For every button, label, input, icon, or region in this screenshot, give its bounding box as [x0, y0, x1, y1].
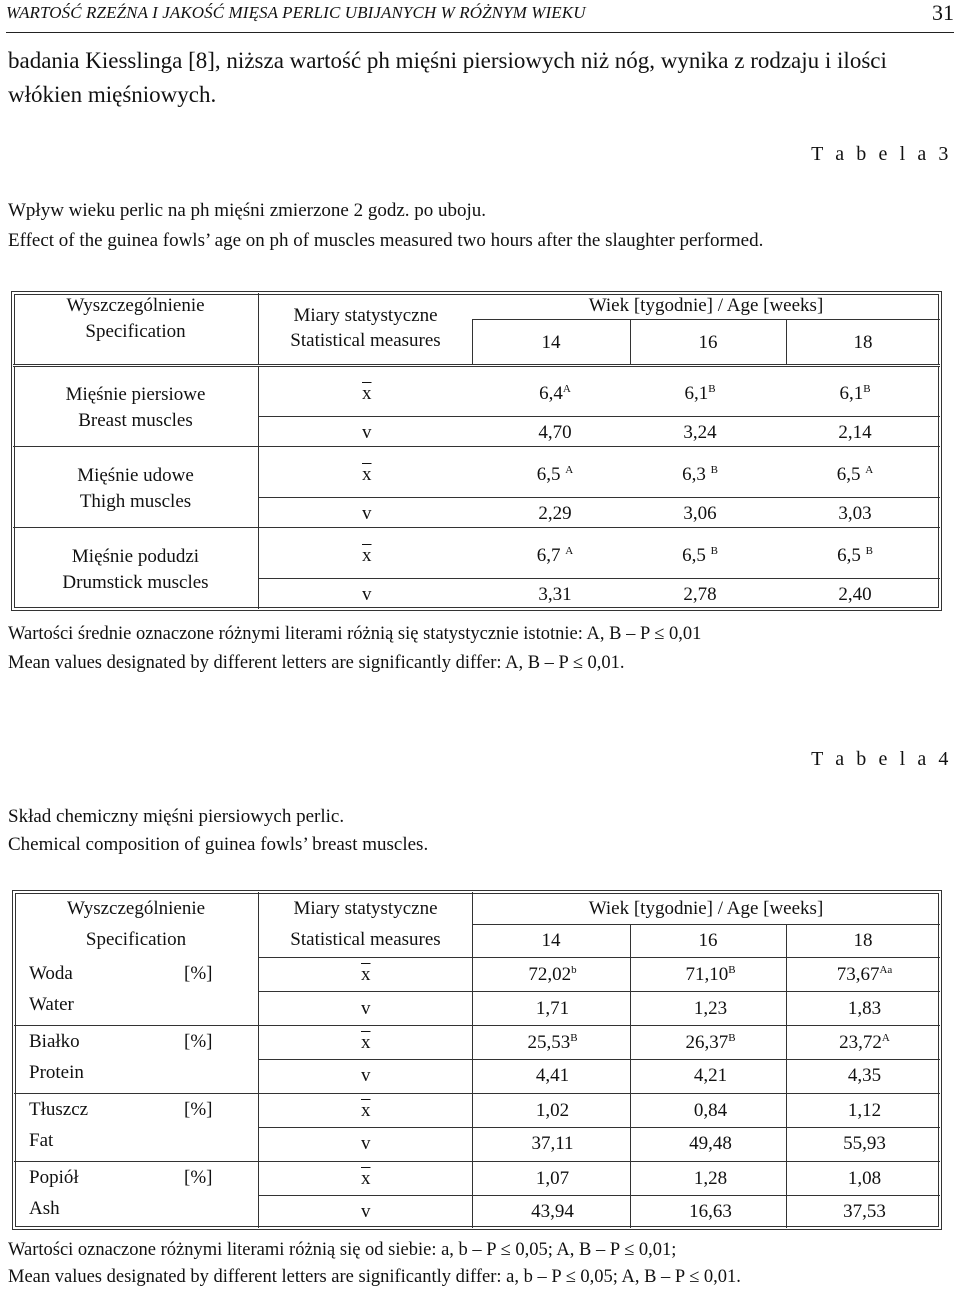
table4-value-cell — [658, 1166, 763, 1192]
cell-value: 16,63 — [689, 1201, 732, 1222]
cell-value: 23,72 — [839, 1032, 882, 1053]
cell-value: 72,02 — [528, 964, 572, 985]
table4-age-18: 18 — [853, 930, 873, 951]
table4-measure-symbol: v — [361, 1065, 371, 1086]
table4-caption-pl: Skład chemiczny mięśni piersiowych perlic. — [8, 806, 345, 827]
table3-row-divider — [259, 578, 940, 579]
table4-value-cell — [812, 1166, 917, 1192]
cell-value: 26,37 — [685, 1032, 729, 1053]
table4-component-name-pl: Popiół — [29, 1167, 79, 1188]
table3-value-cell — [515, 381, 595, 407]
table4-value-cell — [500, 996, 605, 1022]
table3-row-divider — [259, 416, 940, 417]
table3-row-divider — [13, 446, 940, 447]
table4-value-cell — [500, 1063, 605, 1089]
table3-value-cell — [660, 543, 740, 569]
table4-value-cell — [812, 1098, 917, 1124]
table4-col-divider — [786, 925, 787, 1228]
table4-component-name-en: Ash — [29, 1198, 60, 1219]
table3-head-spec-en: Specification — [85, 321, 186, 342]
table3-label: T a b e l a 3 — [811, 143, 952, 165]
table4-value-cell — [812, 1131, 917, 1157]
table4-value-cell — [812, 996, 917, 1022]
running-header — [6, 0, 954, 33]
table4-value-cell — [658, 1199, 763, 1225]
page-number: 31 — [932, 0, 954, 25]
table3-group-name-pl: Mięśnie udowe — [77, 465, 194, 486]
cell-value: 2,78 — [683, 584, 717, 605]
significance-letter: B — [710, 545, 718, 557]
cell-value: 1,12 — [847, 1100, 882, 1121]
table4-component-unit: [%] — [184, 1167, 213, 1188]
table3-age-14: 14 — [541, 332, 561, 353]
table3-value-cell — [660, 462, 740, 488]
table3-value-cell — [515, 582, 595, 608]
table4-measure-symbol: v — [361, 1201, 371, 1222]
table4-component-name-pl: Woda — [29, 963, 73, 984]
significance-letter: A — [881, 1032, 890, 1044]
cell-value: 43,94 — [531, 1201, 574, 1222]
table4-value-cell — [658, 962, 763, 988]
table3-value-cell — [815, 501, 895, 527]
table3-note-pl: Wartości średnie oznaczone różnymi literami różnią się statystycznie istotnie: A, B – P ≤ 0,01 — [8, 624, 702, 644]
cell-value: 6,7 — [536, 545, 566, 566]
table4-value-cell — [812, 1030, 917, 1056]
intro-paragraph: badania Kiesslinga [8], niższa wartość ph mięśni piersiowych niż nóg, wynika z rodzaju i ilości włókien mięśniowych. — [8, 48, 887, 107]
significance-letter: B — [710, 464, 718, 476]
table4-value-cell — [658, 1030, 763, 1056]
cell-value: 55,93 — [843, 1133, 886, 1154]
table4-value-cell — [658, 1098, 763, 1124]
table4-measure-symbol: $\overline{x}$ — [361, 1032, 371, 1053]
table4-component-name-en: Protein — [29, 1062, 84, 1083]
table4-component-name-en: Water — [29, 994, 74, 1015]
table4-component-name-pl: Białko — [29, 1031, 80, 1052]
table4-value-cell — [658, 1063, 763, 1089]
cell-value: 3,24 — [683, 422, 717, 443]
table4-age-14: 14 — [541, 930, 561, 951]
table4-component-name-en: Fat — [29, 1130, 54, 1151]
cell-value: 6,1 — [839, 383, 864, 404]
table4-head-measures-en: Statistical measures — [290, 929, 441, 950]
table4-value-cell — [812, 1063, 917, 1089]
cell-value: 1,28 — [693, 1168, 728, 1189]
cell-value: 4,41 — [535, 1065, 570, 1086]
table3-value-cell — [660, 582, 740, 608]
table4-component-unit: [%] — [184, 963, 213, 984]
table3-measure-symbol: v — [362, 422, 372, 443]
significance-letter: B — [728, 1032, 736, 1044]
table3-value-cell — [660, 501, 740, 527]
table4-row-divider — [472, 924, 940, 925]
significance-letter: B — [863, 383, 871, 395]
table3-head-age: Wiek [tygodnie] / Age [weeks] — [588, 295, 824, 316]
table4-value-cell — [500, 1199, 605, 1225]
table3-header-divider — [13, 364, 940, 367]
table4-value-cell — [658, 996, 763, 1022]
cell-value: 1,23 — [693, 998, 728, 1019]
table3-value-cell — [815, 381, 895, 407]
table3-head-spec-pl: Wyszczególnienie — [66, 295, 205, 316]
table3-age-16: 16 — [698, 332, 718, 353]
cell-value: 1,08 — [847, 1168, 882, 1189]
table3-value-cell — [515, 501, 595, 527]
table4-col-divider — [630, 925, 631, 1228]
table4-value-cell — [500, 1030, 605, 1056]
cell-value: 6,1 — [684, 383, 709, 404]
cell-value: 3,31 — [538, 584, 572, 605]
table4-value-cell — [500, 1166, 605, 1192]
table3-measure-symbol: v — [362, 503, 372, 524]
table4-measure-symbol: $\overline{x}$ — [361, 964, 371, 985]
table3-age-18: 18 — [853, 332, 873, 353]
table4-head-spec-en: Specification — [85, 929, 187, 950]
cell-value: 2,40 — [838, 584, 872, 605]
table3-value-cell — [660, 420, 740, 446]
cell-value: 73,67 — [836, 964, 880, 985]
significance-letter: A — [565, 464, 574, 476]
table3-group-name-pl: Mięśnie piersiowe — [65, 384, 206, 405]
significance-letter: B — [865, 545, 873, 557]
significance-letter: A — [565, 545, 574, 557]
table3-head-measures-en: Statistical measures — [290, 330, 441, 351]
table4-value-cell — [658, 1131, 763, 1157]
table4-row-divider — [14, 1161, 940, 1162]
cell-value: 1,02 — [535, 1100, 570, 1121]
table4-row-divider — [259, 991, 940, 992]
table4-age-16: 16 — [698, 930, 718, 951]
cell-value: 1,07 — [535, 1168, 570, 1189]
table3-value-cell — [815, 543, 895, 569]
cell-value: 4,21 — [693, 1065, 728, 1086]
table4-head-spec-pl: Wyszczególnienie — [66, 898, 206, 919]
cell-value: 3,03 — [838, 503, 872, 524]
cell-value: 6,5 — [837, 545, 866, 566]
cell-value: 37,53 — [843, 1201, 886, 1222]
table4-measure-symbol: v — [361, 998, 371, 1019]
significance-letter: Aa — [879, 964, 893, 976]
table4-measure-symbol: $\overline{x}$ — [361, 1100, 371, 1121]
table3-value-cell — [815, 582, 895, 608]
table3-measure-symbol: $\overline{x}$ — [362, 545, 372, 566]
table3-group-name-pl: Mięśnie podudzi — [71, 546, 200, 567]
table4-note-pl: Wartości oznaczone różnymi literami różnią się od siebie: a, b – P ≤ 0,05; A, B – P ≤ 0,01; — [8, 1240, 677, 1260]
cell-value: 6,5 — [536, 464, 566, 485]
table4-component-unit: [%] — [184, 1031, 213, 1052]
significance-letter: B — [728, 964, 736, 976]
cell-value: 6,3 — [682, 464, 711, 485]
cell-value: 4,35 — [847, 1065, 882, 1086]
cell-value: 3,06 — [683, 503, 717, 524]
table4-row-divider — [259, 1195, 940, 1196]
table3-row-divider — [259, 497, 940, 498]
significance-letter: B — [570, 1032, 578, 1044]
table3-value-cell — [515, 462, 595, 488]
table3-measure-symbol: $\overline{x}$ — [362, 383, 372, 404]
table4-value-cell — [812, 1199, 917, 1225]
significance-letter: B — [708, 383, 716, 395]
table4-note-en: Mean values designated by different letters are significantly differ: a, b – P ≤ 0,05; A, B – P ≤ 0,01. — [8, 1267, 741, 1287]
table4-value-cell — [500, 962, 605, 988]
table3-caption-en: Effect of the guinea fowls’ age on ph of muscles measured two hours after the slaughter performed. — [8, 230, 764, 251]
table3-value-cell — [515, 420, 595, 446]
cell-value: 1,83 — [847, 998, 882, 1019]
table3-caption-pl: Wpływ wieku perlic na ph mięśni zmierzone 2 godz. po uboju. — [8, 200, 487, 221]
table3-note-en: Mean values designated by different letters are significantly differ: A, B – P ≤ 0,01. — [8, 653, 625, 673]
cell-value: 37,11 — [531, 1133, 574, 1154]
table4-component-name-pl: Tłuszcz — [29, 1099, 89, 1120]
significance-letter: b — [571, 964, 577, 976]
significance-letter: A — [562, 383, 571, 395]
cell-value: 49,48 — [689, 1133, 732, 1154]
table4-measure-symbol: $\overline{x}$ — [361, 1168, 371, 1189]
table3-measure-symbol: v — [362, 584, 372, 605]
table4-value-cell — [812, 962, 917, 988]
running-title: WARTOŚĆ RZEŹNA I JAKOŚĆ MIĘSA PERLIC UBIJANYCH W RÓŻNYM WIEKU — [6, 3, 586, 22]
table4-measure-symbol: v — [361, 1133, 371, 1154]
cell-value: 25,53 — [527, 1032, 571, 1053]
cell-value: 2,29 — [538, 503, 572, 524]
cell-value: 1,71 — [535, 998, 570, 1019]
table4-head-measures-pl: Miary statystyczne — [293, 898, 438, 919]
table3-group-name-en: Drumstick muscles — [62, 572, 209, 593]
table4-component-unit: [%] — [184, 1099, 213, 1120]
table3-group-name-en: Breast muscles — [78, 410, 193, 431]
cell-value: 71,10 — [685, 964, 729, 985]
cell-value: 6,5 — [836, 464, 866, 485]
cell-value: 6,4 — [539, 383, 563, 404]
table3-head-measures-pl: Miary statystyczne — [293, 305, 438, 326]
table3-measure-symbol: $\overline{x}$ — [362, 464, 372, 485]
table4-row-divider — [259, 1127, 940, 1128]
table4-value-cell — [500, 1098, 605, 1124]
cell-value: 0,84 — [693, 1100, 728, 1121]
cell-value: 4,70 — [538, 422, 572, 443]
cell-value: 2,14 — [838, 422, 872, 443]
table4-caption-en: Chemical composition of guinea fowls’ breast muscles. — [8, 834, 429, 855]
significance-letter: A — [865, 464, 874, 476]
table4-value-cell — [500, 1131, 605, 1157]
table4-row-divider — [259, 957, 940, 958]
table3-value-cell — [515, 543, 595, 569]
cell-value: 6,5 — [682, 545, 711, 566]
table4-head-age: Wiek [tygodnie] / Age [weeks] — [588, 898, 824, 919]
table3-row-divider — [472, 319, 940, 320]
table4-row-divider — [14, 1025, 940, 1026]
table4-row-divider — [14, 1093, 940, 1094]
table3-value-cell — [815, 420, 895, 446]
table3-group-name-en: Thigh muscles — [79, 491, 192, 512]
table3-value-cell — [660, 381, 740, 407]
table3-value-cell — [815, 462, 895, 488]
table4-label: T a b e l a 4 — [811, 748, 952, 770]
table3-row-divider — [13, 527, 940, 528]
table4-row-divider — [259, 1059, 940, 1060]
